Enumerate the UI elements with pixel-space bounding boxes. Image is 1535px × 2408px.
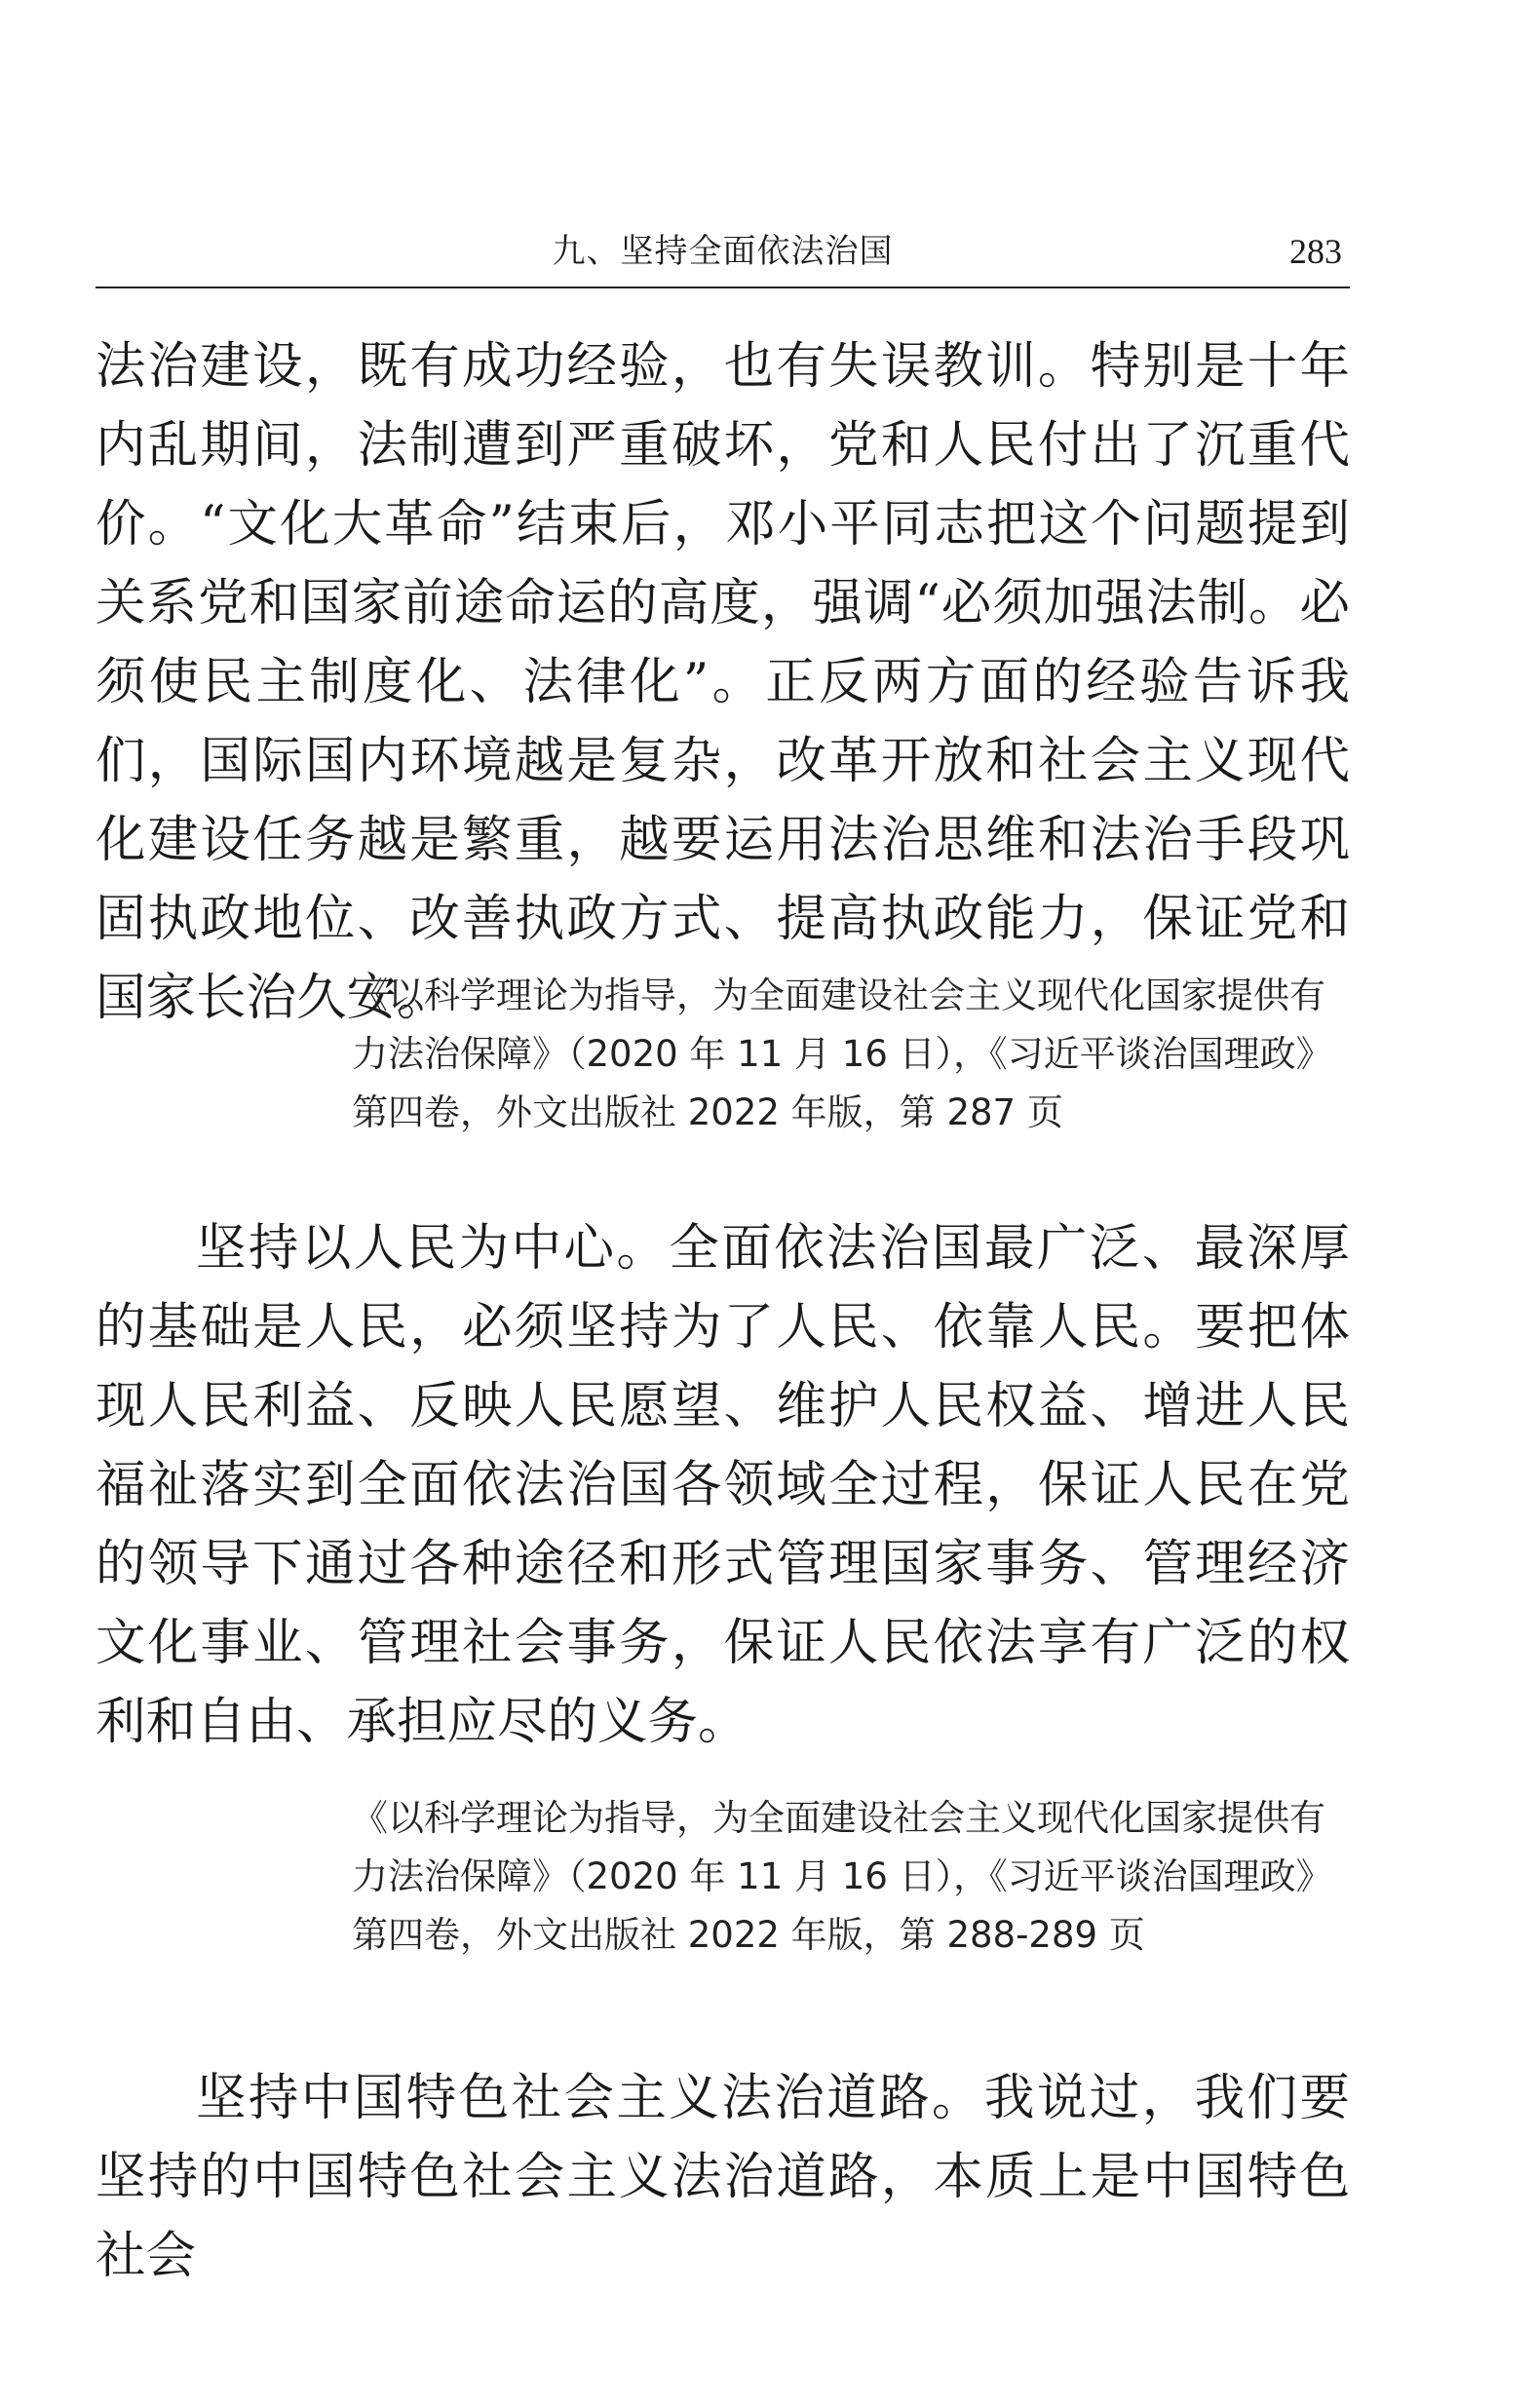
citation-2: 《以科学理论为指导，为全面建设社会主义现代化国家提供有力法治保障》（2020 年 11 月 16 日），《习近平谈治国理政》第四卷，外文出版社 2022 年版，第 288-289 页 — [352, 1797, 1332, 1956]
body-paragraph-2: 坚持以人民为中心。全面依法治国最广泛、最深厚的基础是人民，必须坚持为了人民、依靠人民。要把体现人民利益、反映人民愿望、维护人民权益、增进人民福祉落实到全面依法治国各领域全过程，保证人民在党的领导下通过各种途径和形式管理国家事务、管理经济文化事业、管理社会事务，保证人民依法享有广泛的权利和自由、承担应尽的义务。 — [96, 1219, 1350, 1751]
citation-1: 《以科学理论为指导，为全面建设社会主义现代化国家提供有力法治保障》（2020 年 11 月 16 日），《习近平谈治国理政》第四卷，外文出版社 2022 年版，第 287 页 — [352, 975, 1332, 1133]
body-paragraph-3: 坚持中国特色社会主义法治道路。我说过，我们要坚持的中国特色社会主义法治道路，本质上是中国特色社会 — [96, 2069, 1350, 2285]
chapter-title: 九、坚持全面依法治国 — [552, 232, 894, 271]
body-paragraph-1: 法治建设，既有成功经验，也有失误教训。特别是十年内乱期间，法制遭到严重破坏，党和人民付出了沉重代价。“文化大革命”结束后，邓小平同志把这个问题提到关系党和国家前途命运的高度，强调“必须加强法制。必须使民主制度化、法律化”。正反两方面的经验告诉我们，国际国内环境越是复杂，改革开放和社会主义现代化建设任务越是繁重，越要运用法治思维和法治手段巩固执政地位、改善执政方式、提高执政能力，保证党和国家长治久安。 — [96, 337, 1350, 1027]
running-header — [96, 226, 1350, 288]
page-number: 283 — [1289, 232, 1342, 271]
